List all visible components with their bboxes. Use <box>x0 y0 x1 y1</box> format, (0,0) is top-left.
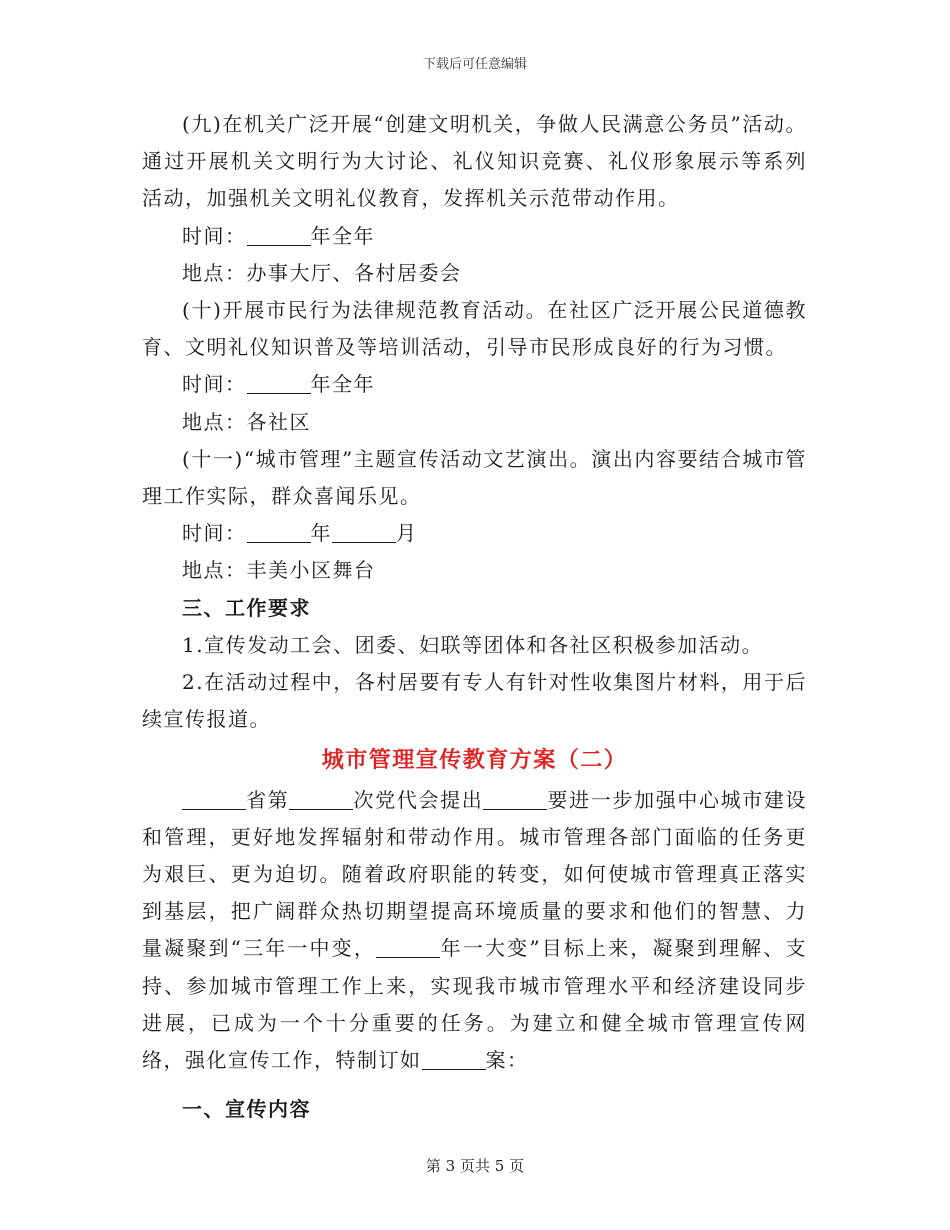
section-10-place: 地点：各社区 <box>182 409 311 434</box>
section-9-paragraph: (九)在机关广泛开展“创建文明机关，争做人民满意公务员”活动。通过开展机关文明行为大讨论、礼仪知识竞赛、礼仪形象展示等系列活动，加强机关文明礼仪教育，发挥机关示范带动作用。 <box>142 112 807 211</box>
blank-line <box>376 937 440 958</box>
section-11-paragraph: (十一)“城市管理”主题宣传活动文艺演出。演出内容要结合城市管理工作实际，群众喜闻乐见。 <box>142 446 807 509</box>
section-title: 城市管理宣传教育方案（二） <box>321 748 628 774</box>
requirement-item-2: 2.在活动过程中，各村居要有专人有针对性收集图片材料，用于后续宣传报道。 <box>142 670 807 732</box>
document-body <box>142 106 807 1128</box>
blank-line <box>247 225 311 246</box>
blank-line <box>289 789 353 810</box>
blank-line <box>182 789 246 810</box>
blank-line <box>422 1049 486 1070</box>
section-9-time: 时间： 年全年 <box>182 223 375 248</box>
section-11-place: 地点：丰美小区舞台 <box>182 558 376 583</box>
blank-line <box>247 522 311 543</box>
page-footer: 第 3 页共 5 页 <box>425 1157 525 1175</box>
blank-line <box>247 373 311 394</box>
blank-line <box>332 522 396 543</box>
requirement-item-1: 1.宣传发动工会、团委、妇联等团体和各社区积极参加活动。 <box>182 632 764 657</box>
section-10-time: 时间： 年全年 <box>182 372 375 397</box>
content-heading: 一、宣传内容 <box>182 1097 311 1122</box>
plan-intro-paragraph: 省第 次党代会提出 要进一步加强中心城市建设和管理，更好地发挥辐射和带动作用。城市管理各部门面临的任务更为艰巨、更为迫切。随着政府职能的转变，如何使城市管理真正落实到基层，把广阔群众热切期望提高环境质量的要求和他们的智慧、力量凝聚到“三年一中变， 年一大变”目标上来，凝聚到理解、支持、参加城市管理工作上来，实现我市城市管理水平和经济建设同步进展，已成为一个十分重要的任务。为建立和健全城市管理宣传网络，强化宣传工作，特制订如 案： <box>142 787 808 1073</box>
blank-line <box>483 789 547 810</box>
page-header: 下载后可任意编辑 <box>422 57 527 72</box>
section-10-paragraph: (十)开展市民行为法律规范教育活动。在社区广泛开展公民道德教育、文明礼仪知识普及等培训活动，引导市民形成良好的行为习惯。 <box>142 298 807 360</box>
section-9-place: 地点：办事大厅、各村居委会 <box>182 260 462 285</box>
section-11-time: 时间： 年 月 <box>182 521 418 546</box>
requirements-heading: 三、工作要求 <box>182 595 311 620</box>
